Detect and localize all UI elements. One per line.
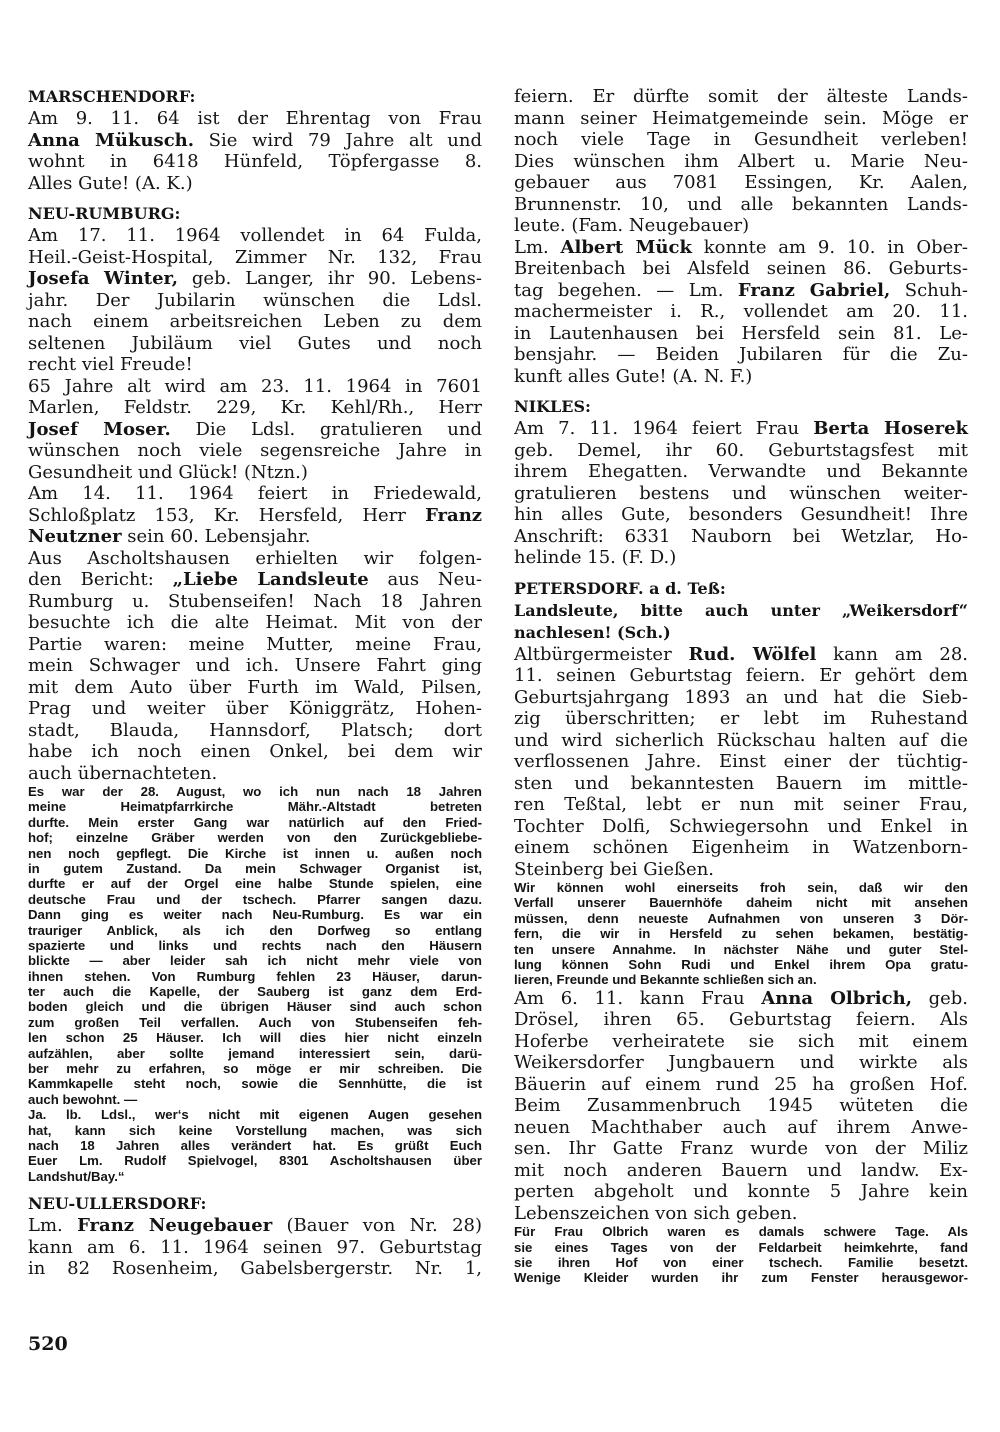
text-run: aufzählen, aber sollte jemand interessiert sein, darü-	[28, 1045, 482, 1061]
text-line	[28, 953, 482, 968]
text-run: durfte. Mein erster Gang war natürlich auf den Fried-	[28, 814, 482, 830]
text-line	[28, 861, 482, 876]
text-line	[28, 333, 482, 355]
text-run: Landshut/Bay.“	[28, 1168, 125, 1184]
text-run: sein 60. Lebensjahr.	[121, 526, 311, 547]
text-line	[514, 172, 968, 194]
text-run: perten abgeholt und konnte 5 Jahre kein	[514, 1181, 968, 1203]
text-line	[28, 419, 482, 441]
text-run: Am 7. 11. 1964 feiert Frau	[514, 418, 814, 439]
text-line	[514, 988, 968, 1010]
text-run: leute. (Fam. Neugebauer)	[514, 215, 750, 236]
text-line	[28, 1092, 482, 1107]
text-run: Am 17. 11. 1964 vollendet in 64 Fulda,	[28, 225, 482, 246]
text-line	[514, 1095, 968, 1117]
text-run: fern, die wir in Hersfeld zu sehen bekamen, bestätig-	[514, 926, 968, 942]
right-column	[514, 86, 968, 1286]
text-line	[28, 247, 482, 269]
text-run: Euer Lm. Rudolf Spielvogel, 8301 Ascholtshausen über	[28, 1153, 482, 1169]
text-run: ter auch die Kapelle, der Sauberg ist ganz dem Erd-	[28, 984, 482, 1000]
text-line	[28, 1138, 482, 1153]
text-line	[514, 773, 968, 795]
text-line	[514, 1240, 968, 1255]
text-run: den Bericht:	[28, 569, 173, 590]
text-line	[514, 708, 968, 730]
text-run: spazierte und links und rechts nach den Häusern	[28, 937, 482, 953]
name-highlight: Rud. Wölfel	[688, 643, 817, 665]
name-highlight: Anna Mükusch.	[28, 129, 195, 151]
text-run: ihnen stehen. Von Rumburg fehlen 23 Häuser, darun-	[28, 968, 482, 984]
text-line	[514, 957, 968, 972]
text-line	[514, 504, 968, 526]
text-line	[28, 591, 482, 613]
text-line	[514, 86, 968, 108]
text-run: machermeister i. R., vollendet am 20. 11.	[514, 301, 968, 322]
text-line	[514, 280, 968, 302]
paragraph	[514, 86, 968, 237]
text-line	[28, 907, 482, 922]
text-run: helinde 15. (F. D.)	[514, 547, 677, 568]
text-line	[514, 194, 968, 216]
text-line	[514, 926, 968, 941]
text-run: deutsche Frau und der tschech. Pfarrer sangen dazu.	[28, 891, 482, 907]
text-line	[514, 942, 968, 957]
text-run: (Bauer von Nr. 28)	[272, 1215, 483, 1237]
text-run: ten unsere Annahme. In nächster Nähe und guter Stel-	[514, 941, 968, 957]
paragraph	[514, 418, 968, 569]
text-line	[514, 816, 968, 838]
text-run: geb.	[911, 987, 969, 1009]
text-line	[514, 730, 968, 752]
text-run: Am 14. 11. 1964 feiert in Friedewald,	[28, 483, 482, 504]
text-run: meine Heimatpfarrkirche Mähr.-Altstadt betreten	[28, 799, 482, 815]
text-line	[514, 344, 968, 366]
text-run: feiern. Er dürfte somit der älteste Lands-	[514, 86, 968, 107]
subheading	[514, 600, 968, 644]
text-line	[514, 1052, 968, 1074]
text-line	[28, 763, 482, 785]
text-line	[514, 622, 968, 644]
text-run: Für Frau Olbrich waren es damals schwere Tage. Als	[514, 1224, 968, 1240]
text-run: Steinberg bei Gießen.	[514, 858, 715, 880]
text-line	[514, 323, 968, 345]
text-line	[28, 655, 482, 677]
name-highlight: „Liebe Landsleute	[172, 569, 369, 590]
text-run: ihrem Ehegatten. Verwandte und Bekannte	[514, 461, 968, 482]
text-run: Wir können wohl einerseits froh sein, daß wir den	[514, 880, 968, 895]
text-line	[514, 129, 968, 151]
text-run: Breitenbach bei Alsfeld seinen 86. Geburts-	[514, 258, 968, 279]
text-line	[28, 677, 482, 699]
text-line	[28, 969, 482, 984]
text-line	[28, 1046, 482, 1061]
text-line	[28, 311, 482, 333]
text-run: Dann ging es weiter nach Neu-Rumburg. Es war ein	[28, 907, 482, 923]
text-line	[514, 1009, 968, 1031]
text-run: konnte am 9. 10. in Ober-	[691, 236, 968, 258]
name-highlight: Albert Mück	[560, 236, 692, 258]
section-heading: NEU-ULLERSDORF:	[28, 1194, 207, 1214]
text-line	[28, 1169, 482, 1184]
text-line	[514, 440, 968, 462]
text-line	[514, 1224, 968, 1239]
text-run: kann am 28.	[816, 643, 969, 665]
text-line	[28, 1153, 482, 1168]
name-highlight: Josefa Winter,	[28, 268, 178, 289]
text-line	[28, 923, 482, 938]
text-run: Rumburg u. Stubenseifen! Nach 18 Jahren	[28, 590, 482, 612]
text-run: geb. Demel, ihr 60. Geburtstagsfest mit	[514, 439, 968, 461]
text-run: gebauer aus 7081 Essingen, Kr. Aalen,	[514, 172, 968, 193]
text-line	[514, 151, 968, 173]
paragraph	[28, 483, 482, 548]
text-run: geb. Langer, ihr 90. Lebens-	[178, 268, 482, 289]
name-highlight: Josef Moser.	[28, 418, 171, 440]
text-line	[514, 895, 968, 910]
text-run: Lm.	[514, 236, 561, 258]
text-line	[28, 108, 482, 130]
text-run: Gesundheit und Glück! (Ntzn.)	[28, 461, 308, 483]
text-line	[28, 634, 482, 656]
text-line	[28, 290, 482, 312]
text-run: Wenige Kleider wurden ihr zum Fenster herausgewor-	[514, 1270, 968, 1286]
text-line	[514, 1160, 968, 1182]
text-run: Alles Gute! (A. K.)	[28, 172, 193, 194]
text-run: sie ihren Hof von einer tschech. Familie besetzt.	[514, 1255, 968, 1271]
text-line	[28, 483, 482, 505]
text-run: Heil.-Geist-Hospital, Zimmer Nr. 132, Frau	[28, 246, 482, 268]
text-run: tag begehen. — Lm.	[514, 279, 738, 301]
paragraph	[28, 548, 482, 785]
text-run: sen. Ihr Gatte Franz wurde von der Miliz	[514, 1138, 968, 1160]
text-line	[28, 876, 482, 891]
text-line	[514, 215, 968, 237]
text-run: Lebenszeichen von sich geben.	[514, 1202, 798, 1224]
text-run: 65 Jahre alt wird am 23. 11. 1964 in 7601	[28, 375, 482, 397]
text-run: zum großen Teil verfallen. Auch von Stubenseifen feh-	[28, 1014, 482, 1030]
paragraph	[514, 988, 968, 1225]
text-run: Lm.	[28, 1215, 78, 1237]
text-run: Geburtsjahrgang 1893 an und hat die Sieb-	[514, 686, 968, 708]
text-line	[28, 397, 482, 419]
text-line	[28, 354, 482, 376]
text-run: nachlesen!	[514, 622, 612, 642]
text-line	[514, 418, 968, 440]
text-run: besuchte ich die alte Heimat. Mit von der	[28, 612, 482, 633]
text-line	[514, 665, 968, 687]
text-line	[28, 1061, 482, 1076]
text-line	[28, 984, 482, 999]
paragraph	[28, 108, 482, 194]
text-run: Ja. lb. Ldsl., wer‘s nicht mit eigenen Augen gesehen	[28, 1107, 482, 1123]
text-run: Bäuerin auf einem rund 25 ha großen Hof.	[514, 1073, 968, 1095]
text-line	[514, 1255, 968, 1270]
text-line	[28, 1030, 482, 1045]
text-line	[514, 1074, 968, 1096]
text-line	[514, 1270, 968, 1285]
text-run: mein Schwager und ich. Unsere Fahrt ging	[28, 655, 482, 676]
text-run: Altbürgermeister	[514, 643, 689, 665]
text-run: in gutem Zustand. Da mein Schwager Organist ist,	[28, 860, 482, 876]
text-line	[514, 237, 968, 259]
text-run: gratulieren bestens und wünschen weiter-	[514, 482, 968, 504]
text-run: Landsleute, bitte auch unter „Weikersdorf“	[514, 600, 968, 620]
text-line	[28, 1258, 482, 1280]
text-run: auch bewohnt. —	[28, 1091, 138, 1107]
text-line	[28, 1107, 482, 1122]
text-line	[514, 859, 968, 881]
small-print-paragraph	[28, 784, 482, 1107]
text-run: hat, kann sich keine Vorstellung machen, was sich	[28, 1122, 482, 1138]
paragraph	[28, 376, 482, 484]
text-line	[28, 1215, 482, 1237]
text-line	[28, 1015, 482, 1030]
text-line	[514, 972, 968, 987]
text-run: aus Neu-	[368, 569, 482, 590]
text-run: boden gleich und die übrigen Häuser sind auch schon	[28, 999, 482, 1015]
text-run: bensjahr. — Beiden Jubilaren für die Zu-	[514, 344, 968, 365]
text-run: lung können Sohn Rudi und Enkel ihrem Opa gratu-	[514, 956, 968, 972]
text-line	[514, 258, 968, 280]
text-line	[28, 173, 482, 195]
text-line	[28, 892, 482, 907]
text-run: auch übernachteten.	[28, 762, 218, 784]
text-line	[514, 911, 968, 926]
text-run: in 82 Rosenheim, Gabelsbergerstr. Nr. 1,	[28, 1258, 482, 1280]
section-heading: NIKLES:	[514, 397, 591, 416]
text-run: nach 18 Jahren alles verändert hat. Es grüßt Euch	[28, 1137, 482, 1153]
text-run: stadt, Blauda, Hannsdorf, Platsch; dort	[28, 719, 482, 741]
text-line	[28, 569, 482, 591]
text-line	[28, 376, 482, 398]
text-run: len schon 25 Häuser. Ich will dies hier nicht einzeln	[28, 1030, 482, 1046]
text-line	[28, 268, 482, 290]
text-run: Verfall unserer Bauernhöfe daheim nicht mit ansehen	[514, 895, 968, 911]
text-line	[514, 1138, 968, 1160]
text-run: zig überschritten; er lebt im Ruhestand	[514, 708, 968, 729]
text-run: Hoferbe verheiratete sie sich mit einem	[514, 1030, 968, 1052]
text-run: Die Ldsl. gratulieren und	[170, 418, 483, 440]
text-line	[28, 720, 482, 742]
text-run: sten und bekanntesten Bauern im mittle-	[514, 772, 968, 794]
paragraph	[514, 237, 968, 388]
text-line	[28, 999, 482, 1014]
text-line	[28, 612, 482, 634]
text-run: ren Teßtal, lebt er nun mit seiner Frau,	[514, 794, 968, 815]
text-run: hin alles Gute, besonders Gesundheit! Ihre	[514, 504, 968, 525]
text-run: Tochter Dolfi, Schwiegersohn und Enkel in	[514, 815, 968, 837]
section-heading: NEU-RUMBURG:	[28, 204, 181, 223]
text-run: Sie wird 79 Jahre alt und	[194, 129, 482, 151]
name-highlight: Anna Olbrich,	[761, 987, 912, 1009]
paragraph	[28, 225, 482, 376]
text-run: sie eines Tages von der Feldarbeit heimkehrte, fand	[514, 1239, 968, 1255]
text-line	[28, 784, 482, 799]
text-line	[514, 108, 968, 130]
name-highlight: Franz Neugebauer	[77, 1215, 273, 1237]
text-run: Anschrift: 6331 Nauborn bei Wetzlar, Ho-	[514, 525, 968, 547]
text-run: Es war der 28. August, wo ich nun nach 18 Jahren	[28, 784, 482, 799]
text-run: durfte er auf der Orgel eine halbe Stunde spielen, eine	[28, 876, 482, 892]
text-run: Weikersdorfer Jungbauern und wirkte als	[514, 1052, 968, 1074]
section-heading: PETERSDORF. a d. Teß:	[514, 578, 726, 598]
text-run: und wird sicherlich Rückschau halten auf die	[514, 729, 968, 751]
text-line	[514, 880, 968, 895]
paragraph	[28, 1215, 482, 1280]
text-run: lieren, Freunde und Bekannte schließen sich an.	[514, 972, 817, 988]
left-column	[28, 86, 482, 1280]
small-print-paragraph	[514, 1224, 968, 1286]
text-line	[28, 505, 482, 527]
text-run: mit dem Auto über Furth im Wald, Pilsen,	[28, 676, 482, 698]
text-run: Aus Ascholtshausen erhielten wir folgen-	[28, 547, 482, 569]
text-run: Partie waren: meine Mutter, meine Frau,	[28, 633, 482, 655]
text-line	[514, 1117, 968, 1139]
text-line	[514, 461, 968, 483]
text-run: habe ich noch einen Onkel, bei dem wir	[28, 741, 482, 762]
text-run: ber mehr zu erfahren, so möge er mir schreiben. Die	[28, 1061, 482, 1077]
section-heading: MARSCHENDORF:	[28, 87, 196, 106]
text-run: wohnt in 6418 Hünfeld, Töpfergasse 8.	[28, 151, 482, 172]
text-run: nach einem arbeitsreichen Leben zu dem	[28, 311, 482, 332]
paragraph	[514, 644, 968, 881]
text-line	[514, 1181, 968, 1203]
text-line	[514, 600, 968, 622]
text-run: neuen Machthaber auch auf ihrem Anwe-	[514, 1116, 968, 1138]
text-line	[28, 1123, 482, 1138]
text-run: mit noch anderen Bauern und landw. Ex-	[514, 1159, 968, 1181]
text-run: Marlen, Feldstr. 229, Kr. Kehl/Rh., Herr	[28, 397, 482, 418]
text-run: recht viel Freude!	[28, 354, 193, 375]
text-line	[28, 151, 482, 173]
text-run: Kammkapelle steht noch, sowie die Sennhütte, die ist	[28, 1076, 482, 1092]
text-line	[28, 1076, 482, 1091]
text-line	[28, 938, 482, 953]
text-run: Schuh-	[890, 279, 969, 301]
name-highlight: Neutzner	[28, 526, 122, 547]
text-line	[514, 751, 968, 773]
name-highlight: Franz	[425, 504, 482, 526]
text-line	[28, 741, 482, 763]
name-highlight: (Sch.)	[611, 622, 671, 642]
text-run: hof; einzelne Gräber werden von den Zurückgebliebe-	[28, 830, 482, 846]
text-line	[28, 526, 482, 548]
text-run: Am 6. 11. kann Frau	[514, 987, 762, 1009]
text-line	[514, 483, 968, 505]
page-number: 520	[28, 1333, 68, 1355]
text-run: einem schönen Eigenheim in Watzenborn-	[514, 837, 968, 858]
small-print-paragraph	[28, 1107, 482, 1184]
text-line	[28, 440, 482, 462]
text-line	[514, 301, 968, 323]
text-run: Schloßplatz 153, Kr. Hersfeld, Herr	[28, 504, 426, 526]
text-line	[28, 799, 482, 814]
name-highlight: Franz Gabriel,	[737, 279, 891, 301]
text-line	[28, 830, 482, 845]
text-line	[28, 846, 482, 861]
text-run: 11. seinen Geburtstag feiern. Er gehört dem	[514, 665, 968, 686]
text-run: jahr. Der Jubilarin wünschen die Ldsl.	[28, 289, 482, 311]
text-line	[514, 687, 968, 709]
text-run: verflossenen Jahre. Einst einer der tüchtig-	[514, 751, 968, 772]
name-highlight: Berta Hoserek	[813, 418, 968, 439]
text-line	[28, 1237, 482, 1259]
text-run: kann am 6. 11. 1964 seinen 97. Geburtstag	[28, 1236, 482, 1258]
text-line	[514, 644, 968, 666]
text-run: seltenen Jubiläum viel Gutes und noch	[28, 332, 482, 354]
text-run: trauriger Anblick, als ich den Dorfweg so entlang	[28, 922, 482, 938]
text-line	[514, 794, 968, 816]
text-run: Brunnenstr. 10, und alle bekannten Lands-	[514, 193, 968, 215]
text-run: müssen, denn neueste Aufnahmen von unseren 3 Dör-	[514, 910, 968, 926]
text-run: kunft alles Gute! (A. N. F.)	[514, 365, 753, 387]
text-line	[514, 837, 968, 859]
text-line	[28, 130, 482, 152]
text-run: noch viele Tage in Gesundheit verleben!	[514, 129, 968, 150]
text-run: wünschen noch viele segensreiche Jahre in	[28, 440, 482, 461]
text-run: mann seiner Heimatgemeinde sein. Möge er	[514, 107, 968, 129]
text-line	[28, 698, 482, 720]
text-run: blickte — aber leider sah ich nicht mehr viele von	[28, 953, 482, 969]
small-print-paragraph	[514, 880, 968, 988]
text-line	[28, 462, 482, 484]
text-run: Am 9. 11. 64 ist der Ehrentag von Frau	[28, 108, 482, 129]
text-run: Dies wünschen ihm Albert u. Marie Neu-	[514, 150, 968, 172]
text-line	[514, 547, 968, 569]
text-run: in Lautenhausen bei Hersfeld sein 81. Le-	[514, 322, 968, 344]
text-line	[28, 225, 482, 247]
text-line	[514, 1203, 968, 1225]
text-line	[514, 526, 968, 548]
text-run: Drösel, ihren 65. Geburtstag feiern. Als	[514, 1009, 968, 1031]
text-line	[28, 815, 482, 830]
text-run: Beim Zusammenbruch 1945 wüteten die	[514, 1095, 968, 1117]
text-line	[28, 548, 482, 570]
text-line	[514, 366, 968, 388]
text-run: Prag und weiter über Königgrätz, Hohen-	[28, 698, 482, 719]
text-line	[514, 1031, 968, 1053]
text-run: nen noch gepflegt. Die Kirche ist innen u. außen noch	[28, 845, 482, 861]
